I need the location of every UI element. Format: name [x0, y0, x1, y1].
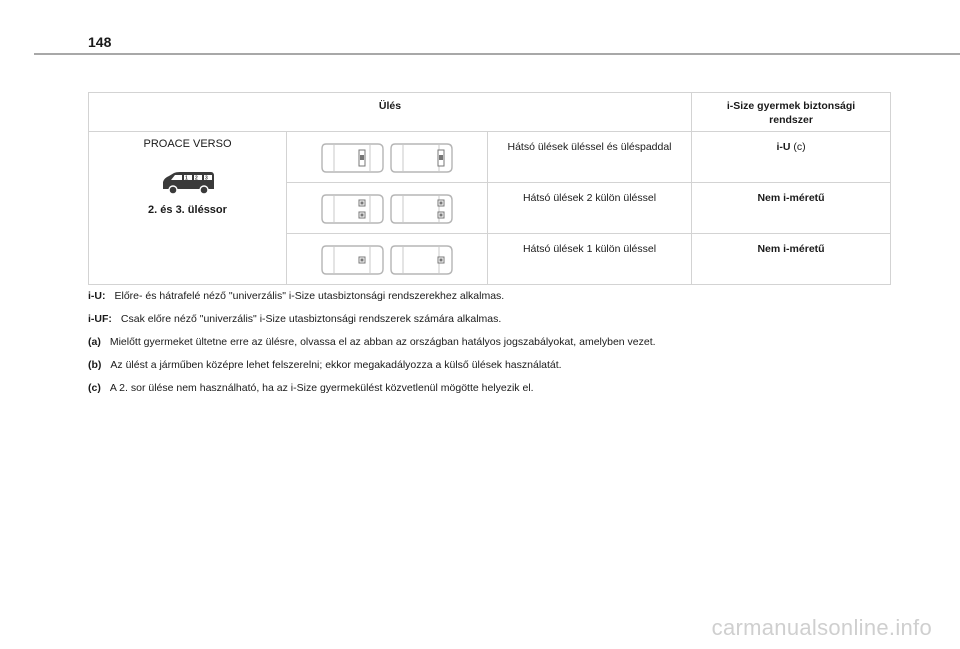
- car-top-right-icon: [389, 192, 455, 226]
- seat-rows-label: 2. és 3. üléssor: [148, 204, 227, 216]
- system-value: [692, 234, 890, 256]
- seat-description-cell: [488, 132, 692, 183]
- van-icon: [160, 170, 216, 196]
- car-top-left-icon: [320, 192, 386, 226]
- table-header-row: [89, 93, 891, 132]
- header-rule: [34, 53, 960, 55]
- header-system: i-Size gyermek biztonsági rendszer: [692, 93, 891, 132]
- footnote-text: Az ülést a járműben középre lehet felszerelni; ekkor megakadályozza a külső ülések használatát.: [110, 359, 562, 371]
- seat-layout-cell: [287, 132, 488, 183]
- table-row: [89, 132, 891, 183]
- footnote-key: (b): [88, 359, 102, 371]
- vehicle-cell: [89, 132, 287, 285]
- footnote-item: [88, 359, 928, 372]
- footnote-text: Előre- és hátrafelé néző "univerzális" i-Size utasbiztonsági rendszerekhez alkalmas.: [114, 290, 505, 302]
- header-seat: Ülés: [89, 93, 692, 132]
- system-code: Nem i-méretű: [757, 243, 825, 255]
- footnote-item: [88, 336, 928, 349]
- system-cell: [692, 234, 891, 285]
- seat-description: Hátsó ülések üléssel és üléspaddal: [507, 141, 672, 153]
- seat-layout-bench-icon: [287, 139, 487, 175]
- vehicle-name: PROACE VERSO: [143, 138, 232, 150]
- watermark: carmanualsonline.info: [711, 615, 932, 640]
- seat-description: Hátsó ülések 1 külön üléssel: [522, 243, 657, 255]
- car-top-right-icon: [389, 141, 455, 175]
- page-number: 148: [88, 34, 112, 50]
- svg-text:3: 3: [204, 175, 208, 182]
- system-cell: [692, 183, 891, 234]
- footnote-item: [88, 382, 928, 395]
- system-value: [692, 132, 890, 154]
- seat-description: Hátsó ülések 2 külön üléssel: [522, 192, 657, 204]
- seat-layout-2-seats-icon: [287, 190, 487, 226]
- footnote-text: A 2. sor ülése nem használható, ha az i-Size gyermekülést közvetlenül mögötte helyezik el.: [109, 382, 534, 394]
- footnote-text: Mielőtt gyermeket ültetne erre az ülésre, olvassa el az abban az országban hatályos jogszabályokat, amelyben vezet.: [109, 336, 656, 348]
- car-top-left-icon: [320, 243, 386, 277]
- system-cell: [692, 132, 891, 183]
- seat-layout-cell: [287, 234, 488, 285]
- footnote-item: [88, 313, 928, 326]
- footnote-key: i-U:: [88, 290, 106, 302]
- car-top-left-icon: [320, 141, 386, 175]
- system-footnote: (c): [790, 141, 806, 153]
- seat-description-cell: [488, 234, 692, 285]
- seat-layout-cell: [287, 183, 488, 234]
- system-value: [692, 183, 890, 205]
- svg-text:1: 1: [184, 175, 188, 182]
- seat-description-cell: [488, 183, 692, 234]
- footnote-key: (c): [88, 382, 101, 394]
- footnote-item: [88, 290, 928, 303]
- footnote-key: i-UF:: [88, 313, 112, 325]
- system-code: i-U: [776, 141, 791, 153]
- car-top-right-icon: [389, 243, 455, 277]
- footnote-text: Csak előre néző "univerzális" i-Size utasbiztonsági rendszerek számára alkalmas.: [120, 313, 502, 325]
- seat-layout-1-seat-icon: [287, 241, 487, 277]
- system-code: Nem i-méretű: [757, 192, 825, 204]
- footnotes: [88, 290, 928, 405]
- footnote-key: (a): [88, 336, 101, 348]
- svg-text:2: 2: [194, 175, 198, 182]
- seat-compatibility-table: [88, 92, 891, 285]
